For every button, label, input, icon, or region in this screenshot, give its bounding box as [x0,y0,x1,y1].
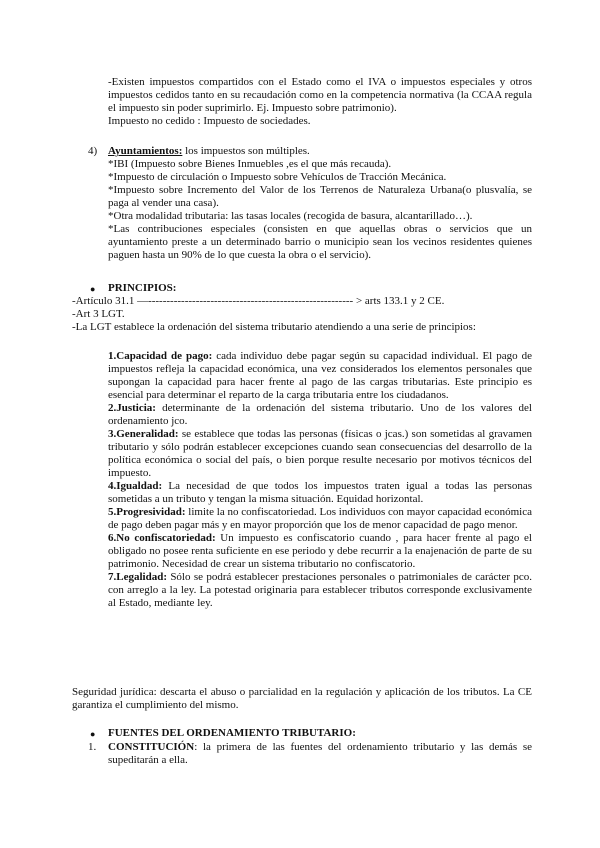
fuentes-title: FUENTES DEL ORDENAMIENTO TRIBUTARIO: [108,727,356,739]
principio-title: 4.Igualdad: [108,480,163,492]
constitucion-section [108,741,532,767]
ayuntamientos-item: *Impuesto sobre Incremento del Valor de los Terrenos de Naturaleza Urbana(o plusvalía, se paga al vender una casa). [108,184,532,209]
ayuntamientos-title: Ayuntamientos: [108,145,183,157]
principio-text: La necesidad de que todos los impuestos traten igual a todas las personas sometidas a un tributo y tengan la misma situación. Equidad horizontal. [108,480,532,505]
principio-item [108,480,532,506]
fuentes-bullet: ● [90,729,96,739]
fuentes-heading [108,727,356,740]
ayuntamientos-item: *Impuesto de circulación o Impuesto sobre Vehículos de Tracción Mecánica. [108,171,447,183]
ayuntamientos-heading [108,145,532,158]
intro-section [108,76,532,128]
ayuntamientos-number: 4) [88,145,98,157]
principio-title: 7.Legalidad: [108,571,167,583]
ayuntamientos-item: *Otra modalidad tributaria: las tasas locales (recogida de basura, alcantarillado…). [108,210,473,222]
principio-text: Sólo se podrá establecer prestaciones personales o patrimoniales de carácter pco. con arreglo a la ley. La potestad originaria para establecer tributos corresponde exclusivamente al Estado, mediante ley. [108,571,532,609]
principio-text: cada individuo debe pagar según su capacidad individual. El pago de impuestos refleja la capacidad económica, una vez considerados los elementos personales que supongan la capacidad para hacer frente al pago de las cargas tributarias. Este principio es esencial para determinar el reparto de la carga tributaria entre los ciudadanos. [108,350,532,401]
constitucion-text: : la primera de las fuentes del ordenamiento tributario y las demás se supeditarán a ella. [108,741,532,766]
intro-note: Impuesto no cedido : Impuesto de sociedades. [108,115,311,127]
principio-title: 5.Progresividad: [108,506,186,518]
ayuntamientos-item: *Las contribuciones especiales (consisten en que aquellas obras o servicios que un ayuntamiento preste a un determinado barrio o municipio sean los vecinos residentes quienes paguen hasta un 90% de lo que cuesta la obra o el servicio). [108,223,532,261]
art-3-line: -Art 3 LGT. [72,308,125,320]
principio-item [108,350,532,402]
intro-paragraph: -Existen impuestos compartidos con el Estado como el IVA o impuestos especiales y otros impuestos cedidos tanto en su recaudación como en la competencia normativa (la CCAA regula el impuesto sin poder suprimirlo. Ej. Impuesto sobre patrimonio). [108,76,532,114]
seguridad-paragraph: Seguridad jurídica: descarta el abuso o parcialidad en la regulación y aplicación de los tributos. La CE garantiza el cumplimiento del mismo. [72,686,532,711]
principio-item [108,571,532,610]
principio-title: 1.Capacidad de pago: [108,350,213,362]
principio-title: 2.Justicia: [108,402,156,414]
principio-text: determinante de la ordenación del sistema tributario. Uno de los valores del ordenamiento jco. [108,402,532,427]
constitucion-paragraph [108,741,532,767]
principios-bullet: ● [90,284,96,294]
ayuntamientos-heading-rest: los impuestos son múltiples. [182,145,310,157]
principios-title: PRINCIPIOS: [108,282,177,294]
constitucion-title: CONSTITUCIÓN [108,741,195,753]
principio-item [108,428,532,480]
principios-list [108,350,532,610]
principios-heading [108,282,176,295]
principio-text: Un impuesto es confiscatorio cuando , para hacer frente al pago el obligado no posee renta suficiente en ese periodo y debe recurrir a la enajenación de parte de su patrimonio. Necesidad de crear un sistema tributario no confiscatorio. [108,532,532,570]
principio-title: 6.No confiscatoriedad: [108,532,216,544]
principio-item [108,532,532,571]
principio-item [108,402,532,428]
principio-text: se establece que todas las personas (físicas o jcas.) son sometidas al gravamen tributario y sólo podrán establecer excepciones cuando sean consecuencias del desarrollo de la política económica o social del país, o bien porque resulte necesario por motivos técnicos del impuesto. [108,428,532,479]
seguridad-section [72,686,532,712]
principio-title: 3.Generalidad: [108,428,179,440]
lgt-line: -La LGT establece la ordenación del sistema tributario atendiendo a una serie de principios: [72,321,476,333]
principios-refs [72,295,532,334]
articulo-31-line: -Artículo 31.1 —-------------------------------------------------------- > arts 133.1 y 2 CE. [72,295,445,307]
principio-text: limite la no confiscatoriedad. Los individuos con mayor capacidad económica de pago deben pagar más y en mayor proporción que los de menor capacidad de pago menor. [108,506,532,531]
ayuntamientos-section [108,145,532,262]
fuentes-number: 1. [88,741,97,753]
principio-item [108,506,532,532]
ayuntamientos-item: *IBI (Impuesto sobre Bienes Inmuebles ,es el que más recauda). [108,158,392,170]
